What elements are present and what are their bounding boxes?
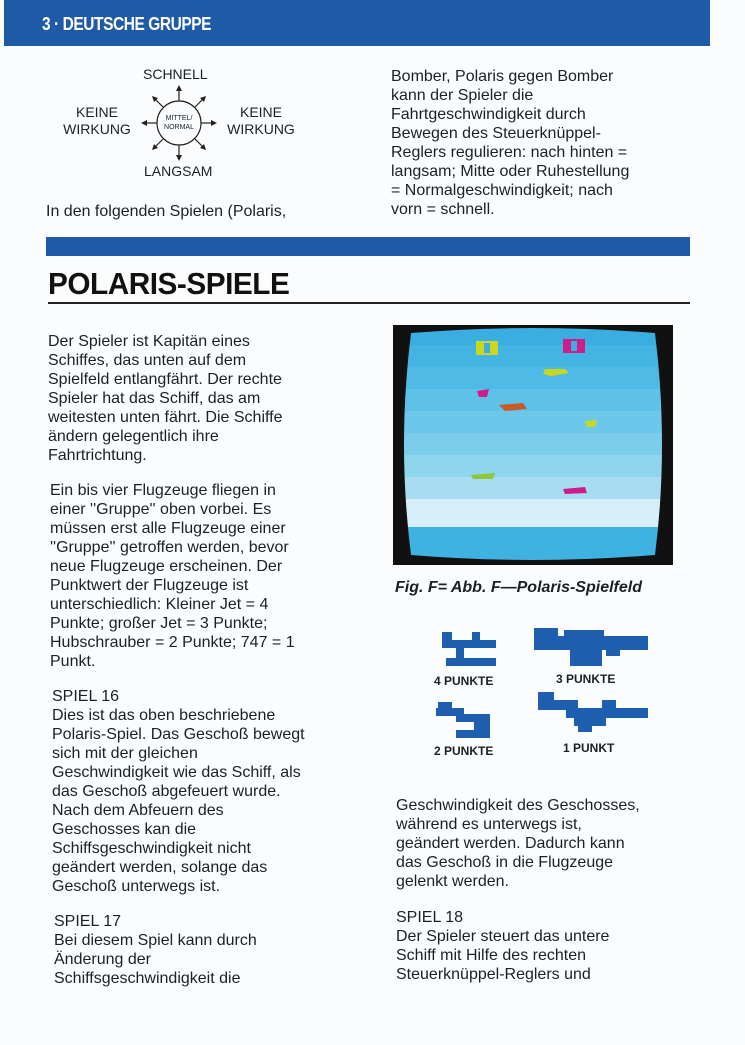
spiel17-section: SPIEL 17 Bei diesem Spiel kann durch Änderung der Schiffsgeschwindigkeit die bbox=[54, 913, 257, 987]
points-label-4: 4 PUNKTE bbox=[434, 674, 494, 688]
figure-caption: Fig. F= Abb. F—Polaris-Spielfeld bbox=[395, 579, 642, 596]
tv-screen bbox=[393, 325, 673, 565]
helicopter-icon bbox=[434, 700, 494, 742]
speed-label-right-2: WIRKUNG bbox=[227, 121, 295, 137]
speed-label-top: SCHNELL bbox=[143, 66, 208, 82]
intro-paragraph-1: Der Spieler ist Kapitän eines Schiffes, das unten auf dem Spielfeld entlangfährt. Der rechte Spieler hat das Schiff, das am weitesten unten fährt. Die Schiffe ändern gelegentlich ihre Fahrtrichtung. bbox=[48, 333, 283, 464]
page-header-label: 3 · DEUTSCHE GRUPPE bbox=[42, 14, 212, 34]
large-jet-icon bbox=[534, 626, 650, 672]
plane-4 bbox=[585, 420, 597, 427]
right-paragraph: Geschwindigkeit des Geschosses, während es unterwegs ist, geändert werden. Dadurch kann das Geschoß in die Flugzeuge gelenkt werden. bbox=[396, 797, 640, 890]
intro-right-text: Bomber, Polaris gegen Bomber kann der Spieler die Fahrtgeschwindigkeit durch Bewegen des Steuerknüppel- Reglers regulieren: nach hinten = langsam; Mitte oder Ruhestellung = Normalgeschwindigkeit; nach vorn = schnell. bbox=[391, 68, 630, 218]
speed-label-left-1: KEINE bbox=[75, 104, 118, 120]
section-color-bar bbox=[46, 237, 690, 256]
intro-paragraph-2: Ein bis vier Flugzeuge fliegen in einer ''Gruppe'' oben vorbei. Es müssen erst alle Flugzeuge einer ''Gruppe'' getroffen werden, bevor neue Flugzeuge erscheinen. Der Punktwert der Flugzeuge ist unterschiedlich: Kleiner Jet = 4 Punkte; großer Jet = 3 Punkte; Hubschrauber = 2 Punkte; 747 = 1 Punkt. bbox=[50, 482, 295, 670]
spiel18-section: SPIEL 18 Der Spieler steuert das untere Schiff mit Hilfe des rechten Steuerknüppel-Reglers und bbox=[396, 909, 610, 983]
spiel18-heading: SPIEL 18 bbox=[396, 909, 464, 926]
speed-label-right-1: KEINE bbox=[239, 104, 282, 120]
speed-center-line1: MITTEL/ bbox=[165, 115, 193, 122]
spiel16-section: SPIEL 16 Dies ist das oben beschriebene Polaris-Spiel. Das Geschoß bewegt sich mit der gleichen Geschwindigkeit wie das Schiff, als das Geschoß abgefeuert wurde. Nach dem Abfeuern des Geschosses kan die Schiffsgeschwindigkeit nicht geändert werden, solange das Geschoß unterwegs ist. bbox=[52, 688, 305, 895]
points-label-3: 3 PUNKTE bbox=[556, 672, 616, 686]
section-title: POLARIS-SPIELE bbox=[48, 266, 290, 301]
spiel16-heading: SPIEL 16 bbox=[52, 688, 120, 705]
speed-label-bottom: LANGSAM bbox=[144, 163, 213, 179]
points-label-1: 1 PUNKT bbox=[563, 741, 615, 755]
spiel17-heading: SPIEL 17 bbox=[54, 913, 122, 930]
jumbo-747-icon bbox=[538, 692, 652, 738]
points-label-2: 2 PUNKTE bbox=[434, 744, 494, 758]
speed-center-line2: NORMAL bbox=[164, 124, 194, 131]
polaris-game-screenshot bbox=[393, 325, 673, 565]
small-jet-icon bbox=[436, 628, 496, 674]
speed-label-left-2: WIRKUNG bbox=[63, 121, 131, 137]
intro-left-line: In den folgenden Spielen (Polaris, bbox=[46, 203, 287, 220]
section-rule bbox=[48, 302, 690, 304]
